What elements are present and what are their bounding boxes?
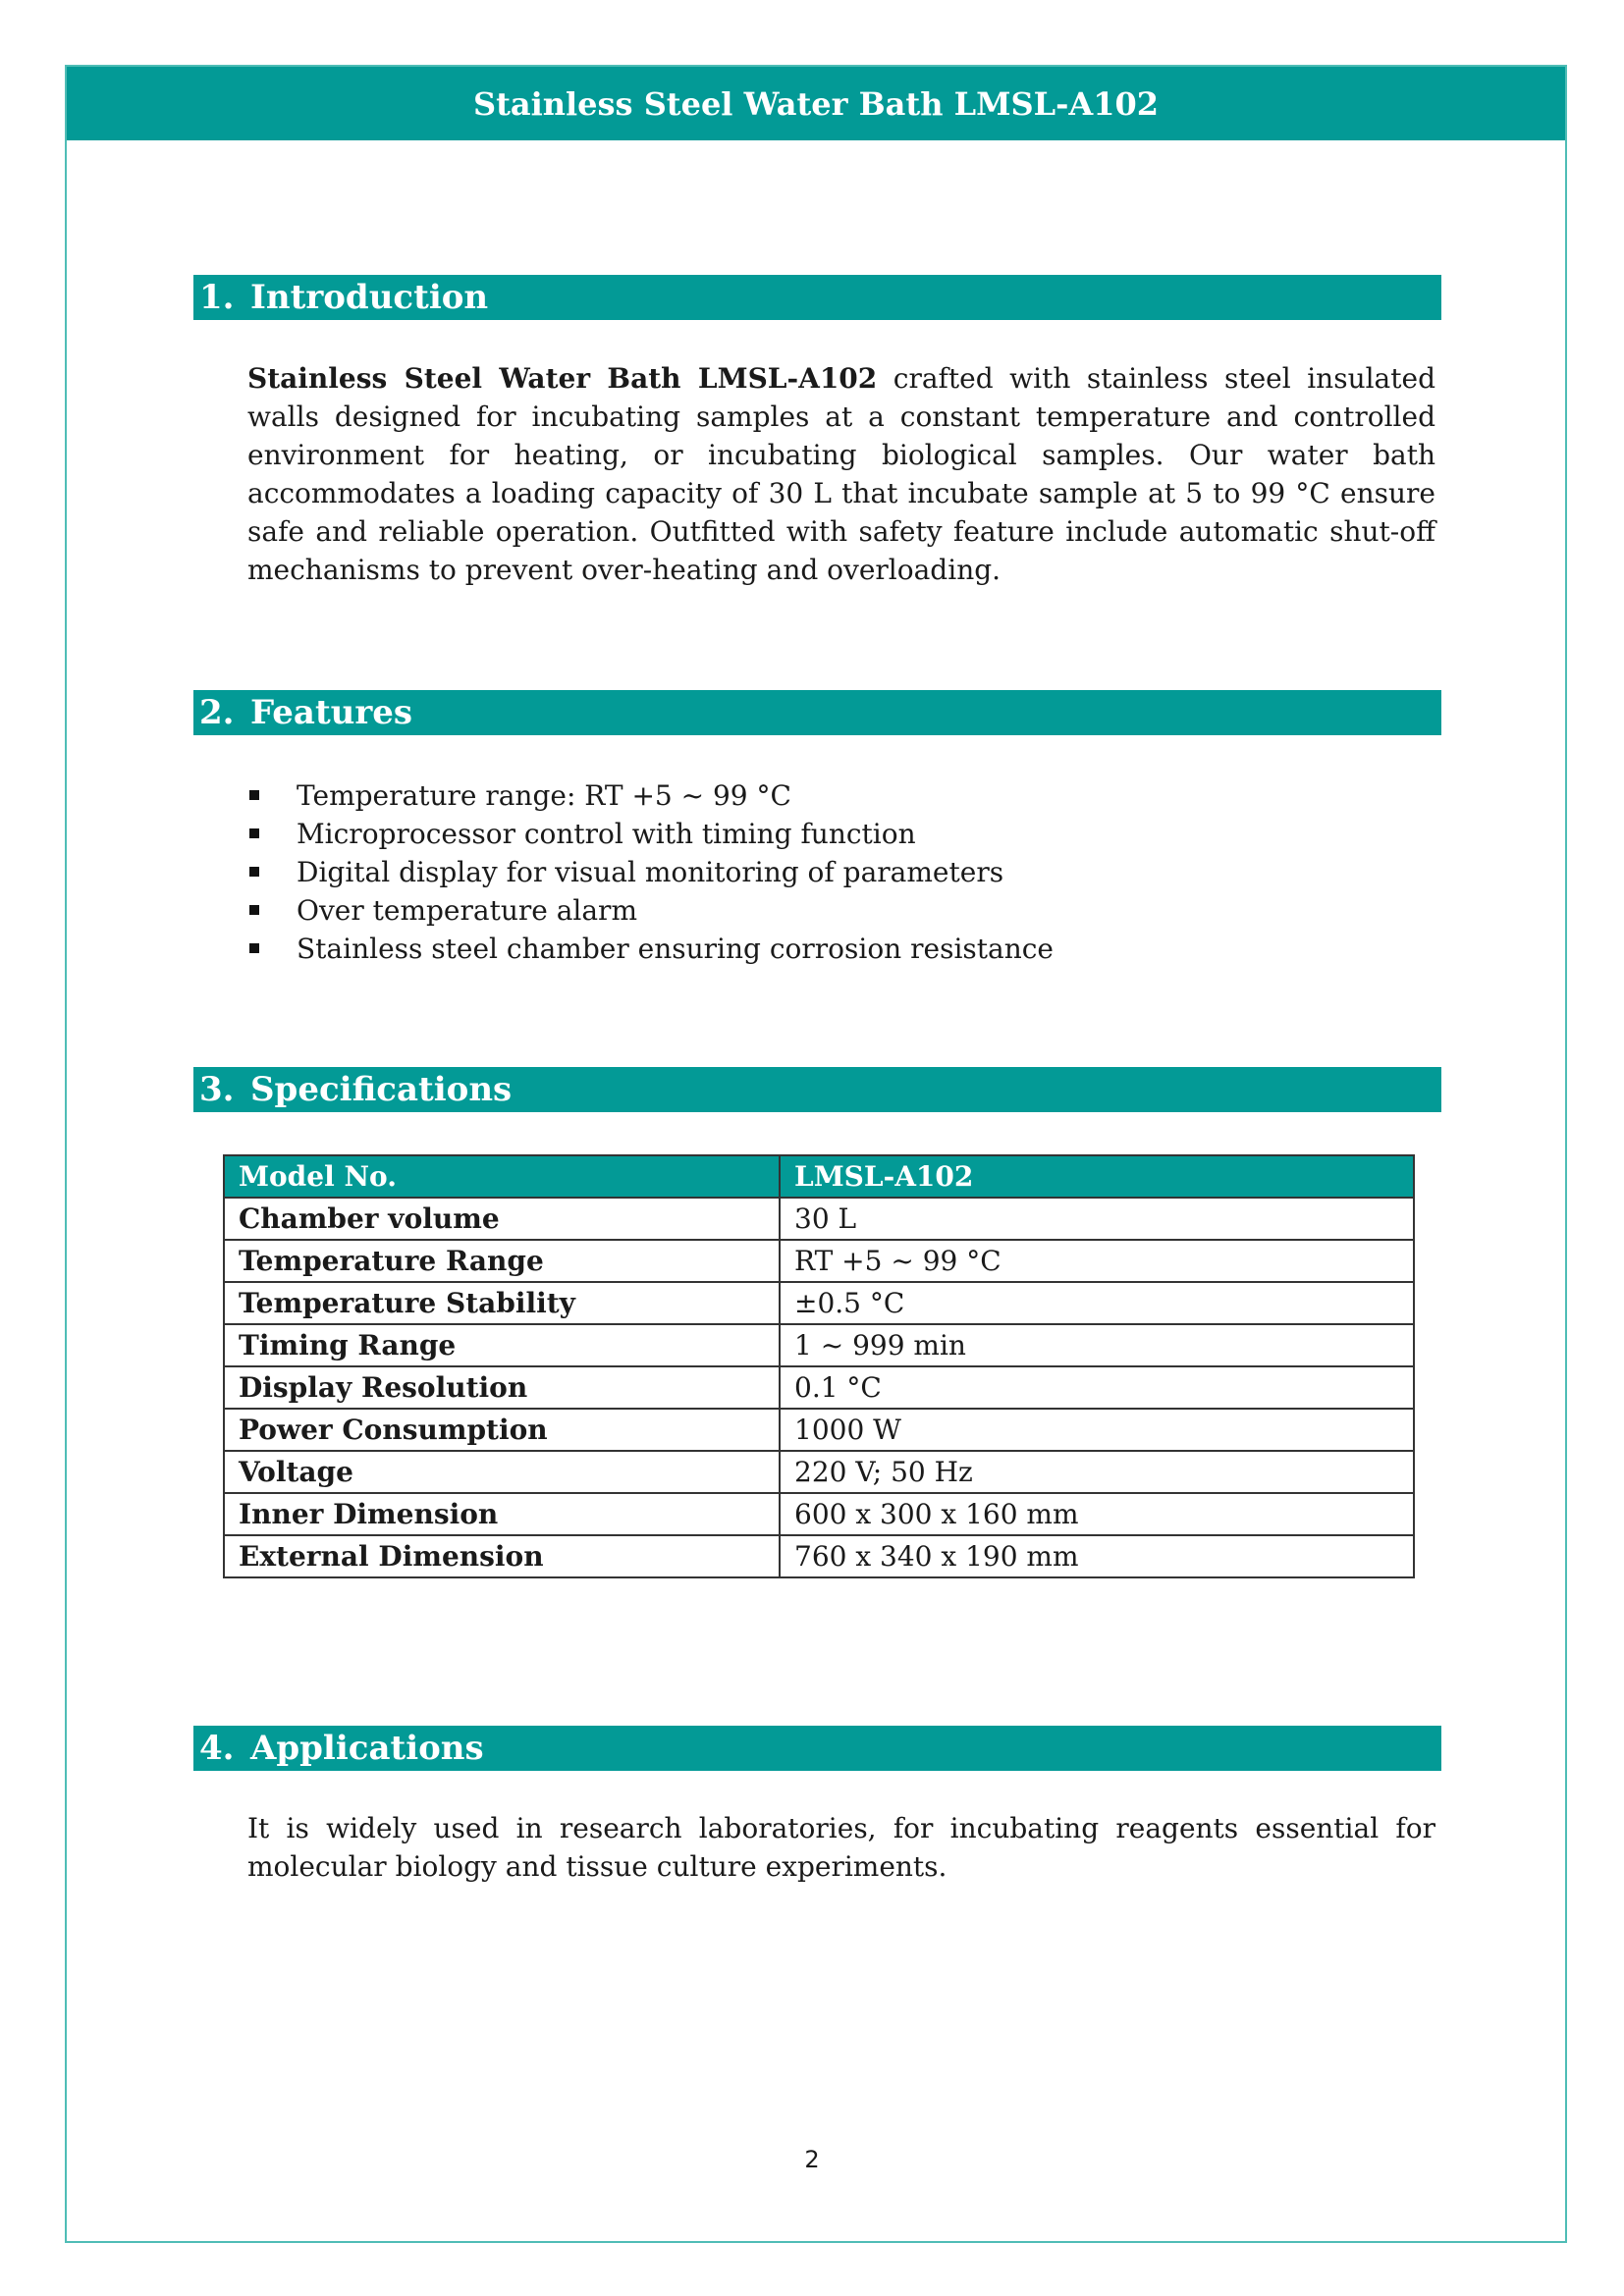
feature-text: Temperature range: RT +5 ~ 99 °C — [297, 779, 791, 812]
spec-value: 1 ~ 999 min — [780, 1324, 1414, 1366]
spec-value: ±0.5 °C — [780, 1282, 1414, 1324]
spec-value: 0.1 °C — [780, 1366, 1414, 1409]
document-title-bar — [67, 67, 1565, 140]
spec-key: Voltage — [224, 1451, 780, 1493]
section-heading-features — [193, 690, 1441, 735]
spec-key: Power Consumption — [224, 1409, 780, 1451]
section-title: Applications — [250, 1729, 484, 1768]
square-bullet-icon — [249, 828, 259, 838]
section-title: Specifications — [250, 1070, 513, 1109]
square-bullet-icon — [249, 790, 259, 800]
section-title: Introduction — [250, 278, 489, 317]
section-number: 2. — [199, 693, 235, 732]
spec-value: 1000 W — [780, 1409, 1414, 1451]
list-item — [247, 930, 1426, 968]
square-bullet-icon — [249, 867, 259, 877]
table-row — [224, 1409, 1414, 1451]
spec-key: Timing Range — [224, 1324, 780, 1366]
feature-text: Digital display for visual monitoring of parameters — [297, 856, 1004, 888]
table-row — [224, 1282, 1414, 1324]
table-row — [224, 1366, 1414, 1409]
table-row — [224, 1240, 1414, 1282]
table-row — [224, 1535, 1414, 1577]
spec-value: 600 x 300 x 160 mm — [780, 1493, 1414, 1535]
square-bullet-icon — [249, 905, 259, 915]
spec-value: 30 L — [780, 1198, 1414, 1240]
square-bullet-icon — [249, 943, 259, 953]
section-heading-applications — [193, 1726, 1441, 1771]
table-row — [224, 1493, 1414, 1535]
table-row — [224, 1451, 1414, 1493]
table-header-cell: LMSL-A102 — [780, 1155, 1414, 1198]
spec-key: Temperature Range — [224, 1240, 780, 1282]
list-item — [247, 891, 1426, 930]
table-header-cell: Model No. — [224, 1155, 780, 1198]
spec-value: 220 V; 50 Hz — [780, 1451, 1414, 1493]
table-row — [224, 1198, 1414, 1240]
section-heading-introduction — [193, 275, 1441, 320]
spec-key: Inner Dimension — [224, 1493, 780, 1535]
spec-key: Chamber volume — [224, 1198, 780, 1240]
document-title: Stainless Steel Water Bath LMSL-A102 — [472, 84, 1160, 123]
spec-value: RT +5 ~ 99 °C — [780, 1240, 1414, 1282]
introduction-bold-lead: Stainless Steel Water Bath LMSL-A102 — [247, 362, 878, 395]
specifications-table — [223, 1154, 1415, 1578]
applications-paragraph: It is widely used in research laboratories, for incubating reagents essential for molecular biology and tissue culture experiments. — [247, 1812, 1435, 1883]
section-number: 3. — [199, 1070, 235, 1109]
spec-value: 760 x 340 x 190 mm — [780, 1535, 1414, 1577]
section-title: Features — [250, 693, 413, 732]
introduction-body: crafted with stainless steel insulated walls designed for incubating samples at a constant temperature and controlled environment for heating, or incubating biological samples. Our water bath accommodates a loading capacity of 30 L that incubate sample at 5 to 99 °C ensure safe and reliable operation. Outfitted with safety feature include automatic shut-off mechanisms to prevent over-heating and overloading. — [247, 362, 1435, 586]
list-item — [247, 815, 1426, 853]
table-header-row — [224, 1155, 1414, 1198]
section-heading-specifications — [193, 1067, 1441, 1112]
feature-text: Microprocessor control with timing function — [297, 818, 916, 850]
page-number: 2 — [804, 2146, 820, 2173]
spec-key: External Dimension — [224, 1535, 780, 1577]
section-number: 1. — [199, 278, 235, 317]
introduction-paragraph — [247, 359, 1435, 589]
feature-text: Over temperature alarm — [297, 894, 637, 927]
table-row — [224, 1324, 1414, 1366]
section-number: 4. — [199, 1729, 235, 1768]
feature-text: Stainless steel chamber ensuring corrosion resistance — [297, 933, 1054, 965]
spec-key: Display Resolution — [224, 1366, 780, 1409]
list-item — [247, 776, 1426, 815]
spec-key: Temperature Stability — [224, 1282, 780, 1324]
list-item — [247, 853, 1426, 891]
features-list — [247, 776, 1426, 968]
